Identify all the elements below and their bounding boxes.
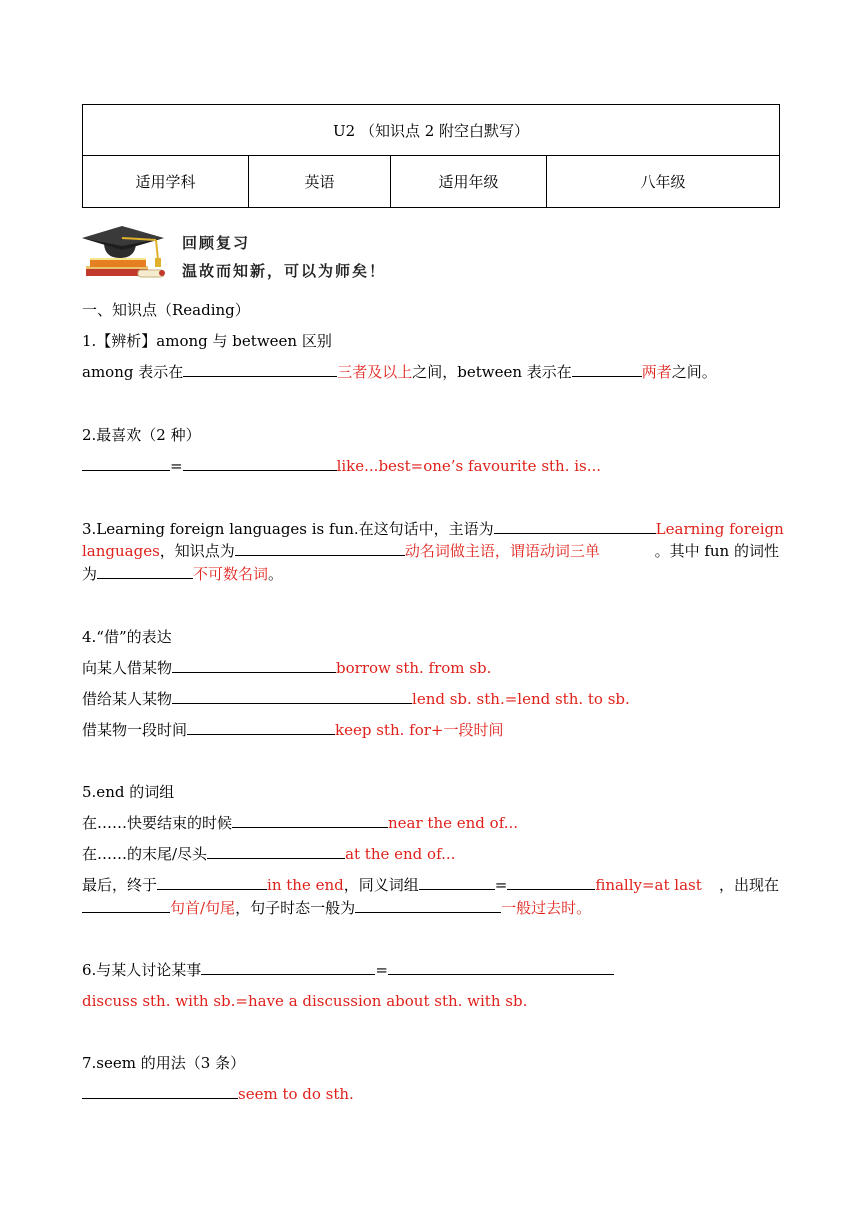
q2-title: 2.最喜欢（2 种） — [82, 426, 201, 444]
header-title: U2 （知识点 2 附空白默写） — [83, 105, 780, 156]
blank — [82, 456, 170, 471]
answer: lend sb. sth.=lend sth. to sb. — [412, 690, 630, 708]
q5-row: 在……的末尾/尽头 at the end of... — [82, 845, 456, 863]
blank — [82, 1084, 238, 1099]
grade-value: 八年级 — [547, 156, 780, 208]
review-banner — [78, 222, 418, 288]
q3-line-3: 为 不可数名词。 — [82, 565, 284, 583]
q5-row: 句首/句尾，句子时态一般为 一般过去时。 — [82, 898, 591, 918]
answer: 句首/句尾 — [170, 899, 236, 917]
grade-label: 适用年级 — [391, 156, 547, 208]
q7-line — [82, 1084, 354, 1104]
q4-row: 借某物一段时间 keep sth. for+一段时间 — [82, 721, 504, 739]
section-title: 一、知识点（Reading） — [82, 301, 250, 319]
subject-label: 适用学科 — [83, 156, 249, 208]
blank — [572, 362, 642, 377]
q3-line-1: 3.Learning foreign languages is fun.在这句话中，主语为 Learning foreign — [82, 520, 784, 538]
q2-line: = like...best=one’s favourite sth. is... — [82, 456, 601, 476]
answer: near the end of... — [388, 814, 519, 832]
q5-row: 最后，终于 in the end，同义词组 = finally=at last ，出现在 — [82, 876, 779, 894]
blank — [172, 658, 336, 673]
blank — [183, 456, 337, 471]
answer: seem to do sth. — [238, 1085, 354, 1103]
blank — [183, 362, 337, 377]
blank — [201, 960, 375, 975]
q4-row: 向某人借某物 borrow sth. from sb. — [82, 659, 492, 677]
answer: at the end of... — [345, 845, 456, 863]
subject-value: 英语 — [249, 156, 391, 208]
q1-line: among 表示在 三者及以上之间，between 表示在 两者之间。 — [82, 363, 717, 381]
answer: Learning foreign — [655, 520, 784, 538]
blank — [207, 844, 345, 859]
blank — [388, 960, 614, 975]
blank — [507, 875, 595, 890]
answer: 一般过去时。 — [501, 899, 592, 917]
q5-row: 在……快要结束的时候 near the end of... — [82, 814, 519, 832]
graduation-cap-books-icon — [78, 222, 174, 288]
q4-row: 借给某人某物 lend sb. sth.=lend sth. to sb. — [82, 690, 630, 708]
answer: finally=at last — [595, 876, 702, 894]
blank — [82, 898, 170, 913]
q5-title: 5.end 的词组 — [82, 783, 175, 801]
blank — [97, 564, 193, 579]
q1-title: 1.【辨析】among 与 between 区别 — [82, 332, 332, 350]
blank — [187, 720, 335, 735]
blank — [172, 689, 412, 704]
q6-line: 6.与某人讨论某事 = — [82, 960, 614, 980]
blank — [232, 813, 388, 828]
q7-title: 7.seem 的用法（3 条） — [82, 1054, 246, 1072]
answer: keep sth. for+一段时间 — [335, 721, 504, 739]
review-title: 回顾复习 — [182, 234, 251, 252]
blank — [494, 519, 656, 534]
answer: borrow sth. from sb. — [336, 659, 492, 677]
review-motto: 温故而知新，可以为师矣！ — [182, 262, 387, 280]
answer: 动名词做主语，谓语动词三单 — [404, 542, 600, 560]
answer: 不可数名词 — [193, 565, 269, 583]
answer: discuss sth. with sb.=have a discussion about sth. with sb. — [82, 992, 528, 1010]
blank — [157, 875, 267, 890]
blank — [235, 541, 405, 556]
blank — [419, 875, 495, 890]
answer: languages — [82, 542, 160, 560]
answer: 两者 — [641, 363, 672, 381]
answer: in the end — [267, 876, 344, 894]
q4-title: 4.“借”的表达 — [82, 628, 172, 646]
blank — [355, 898, 501, 913]
answer: 三者及以上 — [337, 363, 413, 381]
header-table — [82, 104, 780, 208]
answer: like...best=one’s favourite sth. is... — [336, 457, 602, 475]
q3-line-2: languages，知识点为 动名词做主语，谓语动词三单 。其中 fun 的词性 — [82, 542, 779, 560]
